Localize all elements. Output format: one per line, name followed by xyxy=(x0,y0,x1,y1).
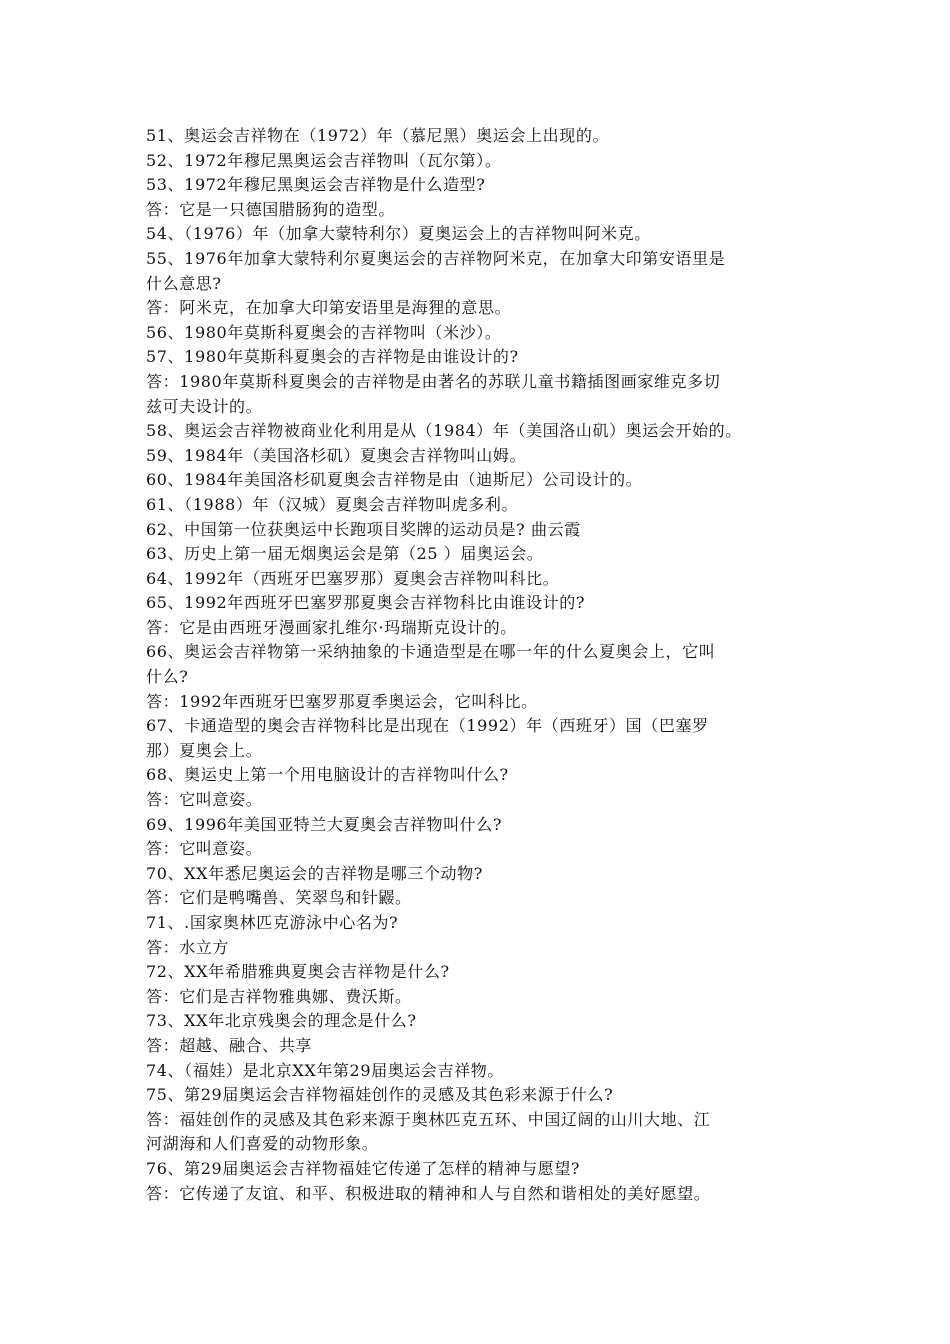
text-line: 答：它们是吉祥物雅典娜、费沃斯。 xyxy=(146,986,412,1006)
text-line: 兹可夫设计的。 xyxy=(146,396,263,416)
text-line: 那）夏奥会上。 xyxy=(146,740,263,760)
text-line: 53、1972年穆尼黑奥运会吉祥物是什么造型? xyxy=(146,175,486,195)
text-line: 71、.国家奥林匹克游泳中心名为? xyxy=(146,913,399,932)
text-line: 74、（福娃）是北京XX年第29届奥运会吉祥物。 xyxy=(146,1060,504,1080)
text-line: 51、奥运会吉祥物在（1972）年（慕尼黑）奥运会上出现的。 xyxy=(146,126,610,145)
text-line: 62、中国第一位获奥运中长跑项目奖牌的运动员是? 曲云霞 xyxy=(146,519,581,539)
text-line: 答：超越、融合、共享 xyxy=(146,1035,313,1055)
text-line: 76、第29届奥运会吉祥物福娃它传递了怎样的精神与愿望? xyxy=(146,1158,581,1178)
text-line: 73、XX年北京残奥会的理念是什么? xyxy=(146,1011,417,1031)
text-line: 答：水立方 xyxy=(146,937,230,957)
text-line: 69、1996年美国亚特兰大夏奥会吉祥物叫什么? xyxy=(146,814,503,834)
text-line: 61、（1988）年（汉城）夏奥会吉祥物叫虎多利。 xyxy=(146,494,519,514)
text-line: 60、1984年美国洛杉矶夏奥会吉祥物是由（迪斯尼）公司设计的。 xyxy=(146,470,643,490)
text-line: 答：它叫意姿。 xyxy=(146,790,263,810)
text-line: 答：它是由西班牙漫画家扎维尔·玛瑞斯克设计的。 xyxy=(146,617,517,637)
text-line: 河湖海和人们喜爱的动物形象。 xyxy=(146,1134,379,1154)
text-line: 63、历史上第一届无烟奥运会是第（25 ）届奥运会。 xyxy=(146,544,544,564)
text-line: 答：福娃创作的灵感及其色彩来源于奥林匹克五环、中国辽阔的山川大地、江 xyxy=(146,1109,711,1129)
text-line: 54、（1976）年（加拿大蒙特利尔）夏奥运会上的吉祥物叫阿米克。 xyxy=(146,224,651,244)
text-line: 答：它们是鸭嘴兽、笑翠鸟和针鼹。 xyxy=(146,888,412,908)
text-line: 57、1980年莫斯科夏奥会的吉祥物是由谁设计的? xyxy=(146,347,519,367)
document-body xyxy=(146,124,810,1206)
text-line: 答：它叫意姿。 xyxy=(146,839,263,859)
text-line: 68、奥运史上第一个用电脑设计的吉祥物叫什么? xyxy=(146,765,509,785)
text-line: 64、1992年（西班牙巴塞罗那）夏奥会吉祥物叫科比。 xyxy=(146,568,560,588)
text-line: 答：1980年莫斯科夏奥会的吉祥物是由著名的苏联儿童书籍插图画家维克多切 xyxy=(146,371,721,391)
text-line: 72、XX年希腊雅典夏奥会吉祥物是什么? xyxy=(146,962,450,982)
text-line: 75、第29届奥运会吉祥物福娃创作的灵感及其色彩来源于什么? xyxy=(146,1085,614,1105)
text-line: 什么? xyxy=(146,667,189,687)
text-line: 答：它是一只德国腊肠狗的造型。 xyxy=(146,199,396,219)
text-line: 答：1992年西班牙巴塞罗那夏季奥运会，它叫科比。 xyxy=(146,691,538,711)
text-line: 答：它传递了友谊、和平、积极进取的精神和人与自然和谐相处的美好愿望。 xyxy=(146,1183,711,1203)
text-line: 66、奥运会吉祥物第一采纳抽象的卡通造型是在哪一年的什么夏奥会上，它叫 xyxy=(146,642,716,662)
text-line: 55、1976年加拿大蒙特利尔夏奥运会的吉祥物阿米克，在加拿大印第安语里是 xyxy=(146,248,726,268)
text-line: 答：阿米克，在加拿大印第安语里是海狸的意思。 xyxy=(146,298,512,318)
text-line: 67、卡通造型的奥会吉祥物科比是出现在（1992）年（西班牙）国（巴塞罗 xyxy=(146,716,709,736)
text-line: 58、奥运会吉祥物被商业化利用是从（1984）年（美国洛山矶）奥运会开始的。 xyxy=(146,421,742,441)
text-line: 59、1984年（美国洛杉矶）夏奥会吉祥物叫山姆。 xyxy=(146,445,527,465)
text-line: 56、1980年莫斯科夏奥会的吉祥物叫（米沙）。 xyxy=(146,322,502,342)
text-line: 70、XX年悉尼奥运会的吉祥物是哪三个动物? xyxy=(146,863,483,883)
text-line: 52、1972年穆尼黑奥运会吉祥物叫（瓦尔第）。 xyxy=(146,150,502,170)
text-line: 65、1992年西班牙巴塞罗那夏奥会吉祥物科比由谁设计的? xyxy=(146,593,586,613)
text-line: 什么意思? xyxy=(146,273,222,293)
